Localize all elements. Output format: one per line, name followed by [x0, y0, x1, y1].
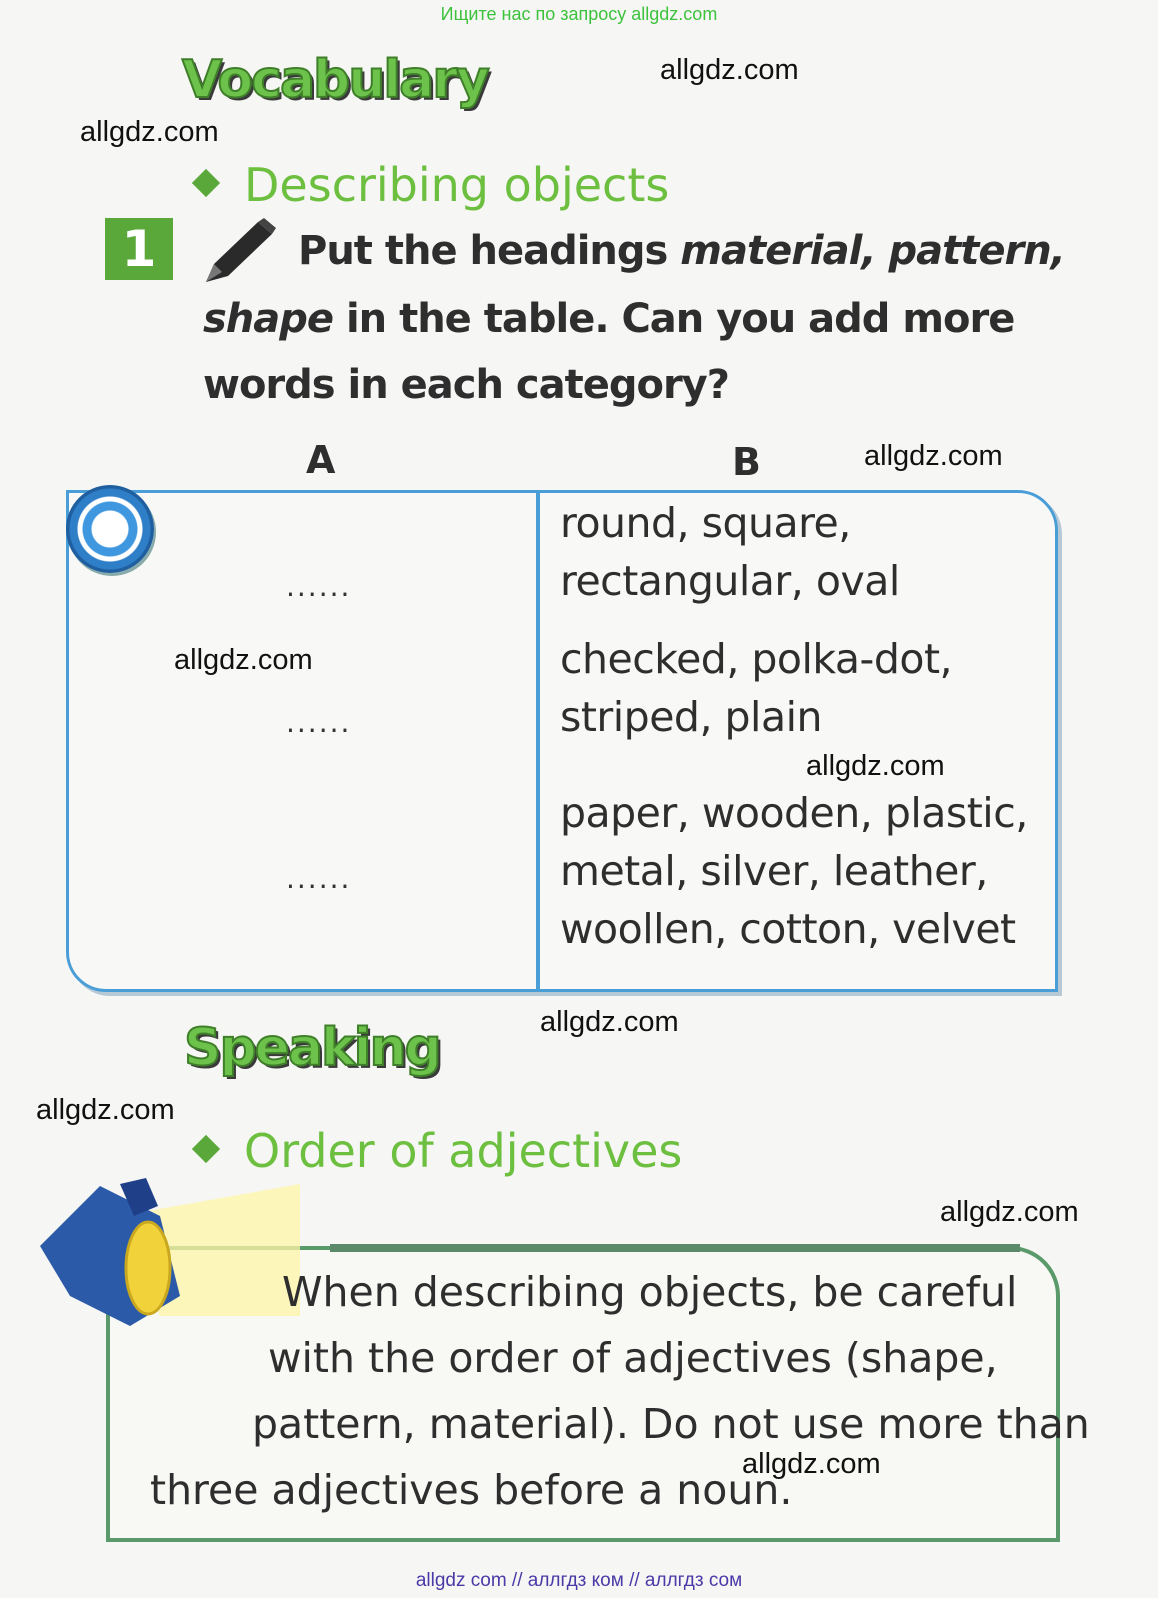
footer-links[interactable]: allgdz com // аллгдз ком // аллгдз сом: [415, 1570, 743, 1591]
watermark: allgdz.com: [806, 750, 945, 782]
vocabulary-title: Vocabulary: [182, 50, 488, 110]
tip-line-4: three adjectives before a noun.: [150, 1466, 793, 1514]
watermark: allgdz.com: [36, 1094, 175, 1126]
watermark: allgdz.com: [540, 1006, 679, 1038]
tip-line-2: with the order of adjectives (shape,: [268, 1334, 998, 1382]
pen-icon: [200, 216, 280, 288]
tip-line-3: pattern, material). Do not use more than: [252, 1400, 1090, 1448]
table-divider: [536, 490, 540, 989]
watermark: allgdz.com: [174, 644, 313, 676]
table-row-3-words-line-2: metal, silver, leather,: [560, 847, 988, 895]
watermark: allgdz.com: [742, 1448, 881, 1480]
target-icon: [66, 485, 154, 573]
watermark: allgdz.com: [864, 440, 1003, 472]
watermark: allgdz.com: [940, 1196, 1079, 1228]
tip-line-1: When describing objects, be careful: [282, 1268, 1018, 1316]
order-of-adjectives-label: Order of adjectives: [244, 1124, 683, 1178]
column-a-heading: A: [306, 438, 336, 482]
table-row-2-words-line-2: striped, plain: [560, 693, 822, 741]
instruction-line-1: Put the headings material, pattern,: [298, 228, 1065, 274]
order-of-adjectives-heading: [196, 1124, 682, 1178]
table-row-2-blank[interactable]: ......: [286, 706, 352, 739]
table-row-3-words-line-1: paper, wooden, plastic,: [560, 789, 1028, 837]
diamond-bullet-icon: [192, 1134, 220, 1162]
spotlight-icon: [30, 1176, 320, 1356]
instruction-line-3: words in each category?: [203, 362, 729, 408]
table-row-3-blank[interactable]: ......: [286, 862, 352, 895]
instruction-line-2: shape in the table. Can you add more: [203, 296, 1015, 342]
diamond-bullet-icon: [192, 168, 220, 196]
table-row-2-words-line-1: checked, polka-dot,: [560, 635, 953, 683]
describing-objects-heading: [196, 158, 669, 212]
table-row-1-words-line-2: rectangular, oval: [560, 557, 900, 605]
watermark: allgdz.com: [660, 54, 799, 86]
tip-box-top-bar: [330, 1244, 1020, 1252]
describing-objects-label: Describing objects: [244, 158, 670, 212]
table-row-3-words-line-3: woollen, cotton, velvet: [560, 905, 1016, 953]
speaking-title: Speaking: [184, 1018, 440, 1078]
top-banner[interactable]: Ищите нас по запросу allgdz.com: [440, 4, 718, 24]
exercise-number: 1: [105, 218, 173, 280]
table-row-1-blank[interactable]: ......: [286, 570, 352, 603]
column-b-heading: B: [732, 440, 761, 484]
table-row-1-words-line-1: round, square,: [560, 499, 851, 547]
watermark: allgdz.com: [80, 116, 219, 148]
